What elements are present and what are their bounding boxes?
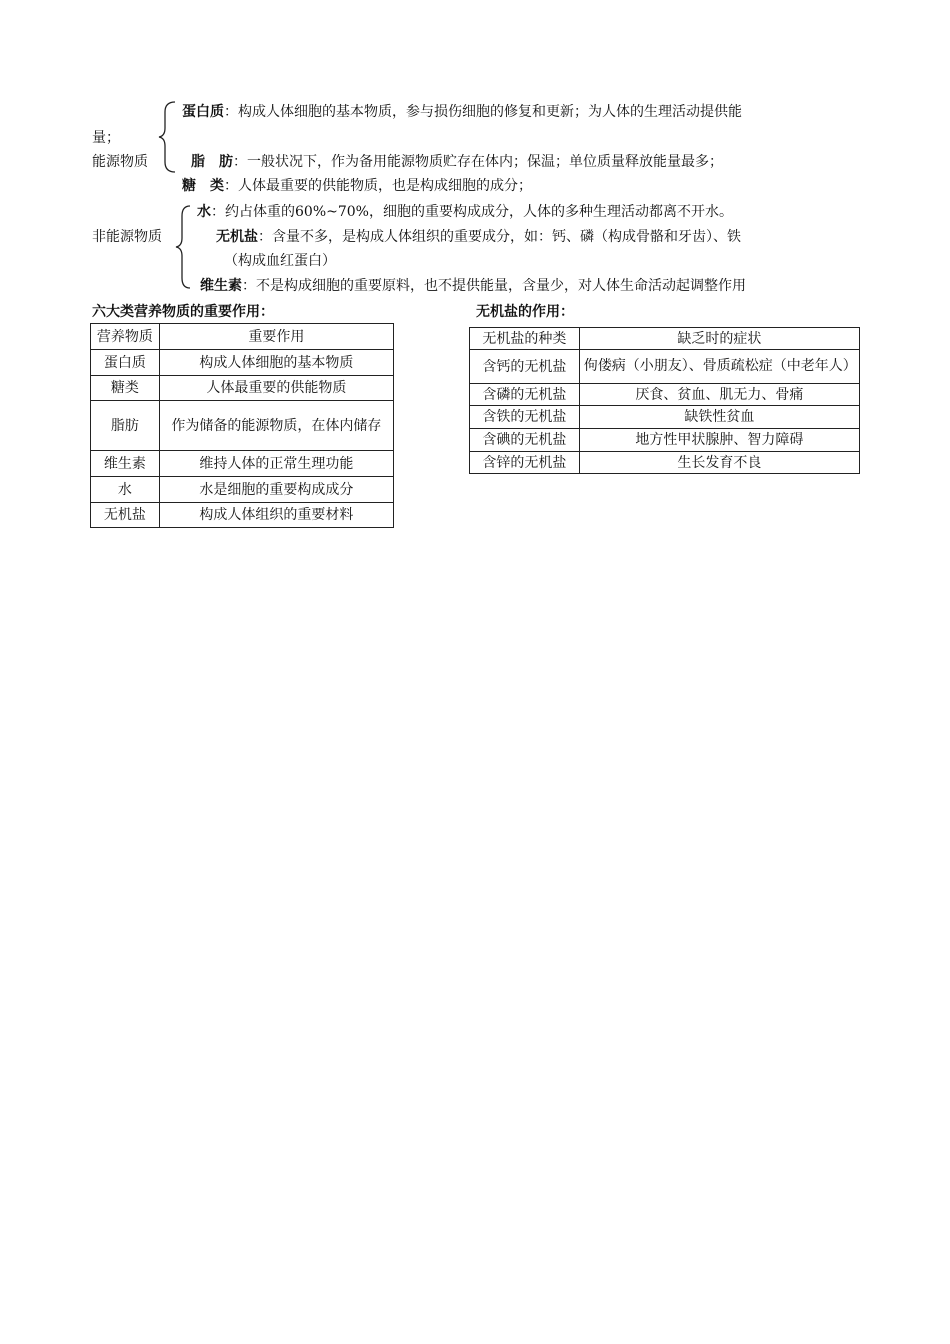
mineral-term: 无机盐 [216,229,258,245]
fat-term: 脂 肪 [191,154,233,170]
energy-group-label: 能源物质 [92,154,148,170]
mineral-continuation: （构成血红蛋白） [224,253,336,269]
table-row [470,350,860,384]
table-row [91,401,394,451]
header-cell: 无机盐的种类 [470,328,580,350]
header-cell: 营养物质 [91,324,160,350]
table-cell: 维生素 [91,451,160,477]
table-cell: 作为储备的能源物质，在体内储存 [159,401,393,451]
table-cell: 地方性甲状腺肿、智力障碍 [579,429,859,452]
table-cell: 蛋白质 [91,350,160,376]
table-row [470,406,860,429]
water-text: ：约占体重的60%~70%，细胞的重要构成成分，人体的多种生理活动都离不开水。 [211,204,733,220]
sugar-text: ：人体最重要的供能物质，也是构成细胞的成分； [224,178,532,194]
protein-continuation: 量； [92,130,120,146]
table-row [91,376,394,401]
vitamin-text: ：不是构成细胞的重要原料，也不提供能量，含量少，对人体生命活动起调整作用 [242,278,746,294]
sugar-line [182,177,532,195]
table-row [91,477,394,503]
protein-term: 蛋白质 [182,104,224,120]
table2-title: 无机盐的作用： [476,304,574,320]
table-cell: 构成人体细胞的基本物质 [159,350,393,376]
table-row [91,503,394,528]
table-row [91,451,394,477]
protein-line [182,103,742,121]
table1-title: 六大类营养物质的重要作用： [92,304,274,320]
table-cell: 水是细胞的重要构成成分 [159,477,393,503]
table-row [470,384,860,406]
table-cell: 维持人体的正常生理功能 [159,451,393,477]
table-cell: 构成人体组织的重要材料 [159,503,393,528]
nonenergy-group-label: 非能源物质 [92,229,162,245]
table-cell: 人体最重要的供能物质 [159,376,393,401]
table-cell: 含锌的无机盐 [470,452,580,474]
table-header-row [470,328,860,350]
table-header-row [91,324,394,350]
header-cell: 重要作用 [159,324,393,350]
nonenergy-brace [174,204,194,290]
water-term: 水 [197,204,211,220]
header-cell: 缺乏时的症状 [579,328,859,350]
table-cell: 无机盐 [91,503,160,528]
water-line [197,203,733,221]
fat-text: ：一般状况下，作为备用能源物质贮存在体内；保温；单位质量释放能量最多； [233,154,723,170]
mineral-text: ：含量不多，是构成人体组织的重要成分，如：钙、磷（构成骨骼和牙齿）、铁 [258,229,741,245]
fat-line [191,153,723,171]
mineral-line [216,228,741,246]
vitamin-term: 维生素 [200,278,242,294]
table-cell: 厌食、贫血、肌无力、骨痛 [579,384,859,406]
table-cell: 含磷的无机盐 [470,384,580,406]
table-row [91,350,394,376]
table-cell: 含铁的无机盐 [470,406,580,429]
table-row [470,429,860,452]
table-cell: 缺铁性贫血 [579,406,859,429]
minerals-table [469,327,860,474]
table-cell: 脂肪 [91,401,160,451]
table-cell: 含钙的无机盐 [470,350,580,384]
protein-text: ：构成人体细胞的基本物质，参与损伤细胞的修复和更新；为人体的生理活动提供能 [224,104,742,120]
energy-brace [157,100,179,174]
table-cell: 糖类 [91,376,160,401]
nutrients-table [90,323,394,528]
table-row [470,452,860,474]
sugar-term: 糖 类 [182,178,224,194]
table-cell: 含碘的无机盐 [470,429,580,452]
table-cell: 佝偻病（小朋友）、骨质疏松症（中老年人） [579,350,859,384]
table-cell: 生长发育不良 [579,452,859,474]
vitamin-line [200,277,746,295]
table-cell: 水 [91,477,160,503]
